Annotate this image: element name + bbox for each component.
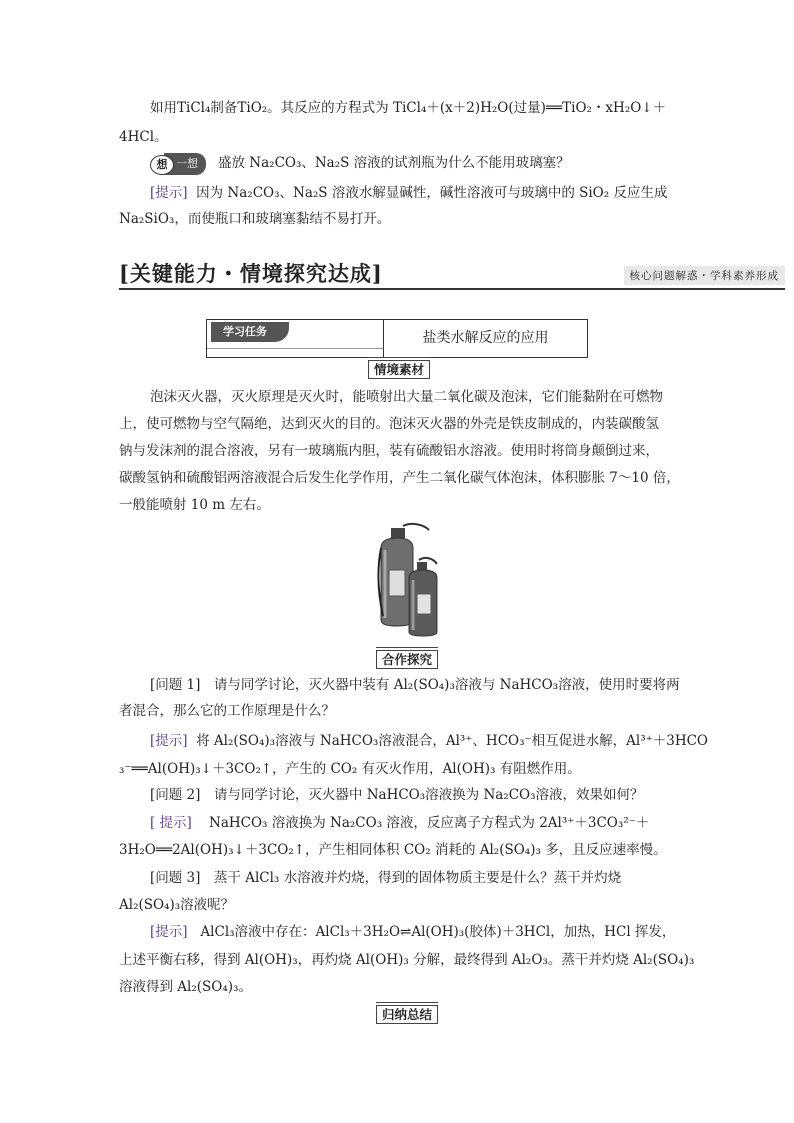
hint-label: [提示] xyxy=(150,733,188,749)
hint-2-cont: 3H₂O══2Al(OH)₃↓＋3CO₂↑，产生相同体积 CO₂ 消耗的 Al₂(SO₄)₃ 多，且反应速率慢。 xyxy=(119,842,667,858)
hint-3 xyxy=(150,922,675,942)
material-tag: 情境素材 xyxy=(368,360,430,379)
think-question xyxy=(150,153,570,174)
material-line: 钠与发沫剂的混合溶液，另有一玻璃瓶内胆，装有硫酸铝水溶液。使用时将筒身颠倒过来， xyxy=(119,443,659,459)
section-title: [关键能力・情境探究达成] xyxy=(119,261,383,286)
hint-text: AlCl₃溶液中存在：AlCl₃＋3H₂O⇌Al(OH)₃(胶体)＋3HCl，加热，HCl 挥发， xyxy=(200,924,676,940)
think-badge-icon: 想 一想 xyxy=(150,154,206,174)
section-tag: 核心问题解惑・学科素养形成 xyxy=(624,266,786,285)
hint-3-cont: 溶液得到 Al₂(SO₄)₃。 xyxy=(119,979,252,995)
cooperate-tag: 合作探究 xyxy=(376,650,438,669)
task-title: 盐类水解反应的应用 xyxy=(422,330,549,346)
hint-3-cont: 上述平衡右移，得到 Al(OH)₃，再灼烧 Al(OH)₃ 分解，最终得到 Al₂O₃。蒸干并灼烧 Al₂(SO₄)₃ xyxy=(119,952,695,968)
hint-label: [ 提示] xyxy=(150,815,192,831)
think-hint-cont: Na₂SiO₃，而使瓶口和玻璃塞黏结不易打开。 xyxy=(119,211,391,227)
fire-extinguisher-image xyxy=(373,520,445,640)
equation-line-2: 4HCl。 xyxy=(119,129,168,145)
material-line: 上，使可燃物与空气隔绝，达到灭火的目的。泡沫灭火器的外壳是铁皮制成的，内装碳酸氢 xyxy=(119,416,659,432)
hint-label: [提示] xyxy=(150,185,188,201)
task-label: 学习任务 xyxy=(211,322,289,342)
hint-1-cont: ₃⁻══Al(OH)₃↓＋3CO₂↑，产生的 CO₂ 有灭火作用，Al(OH)₃ 有阻燃作用。 xyxy=(119,761,581,777)
hint-label: [提示] xyxy=(150,924,188,940)
question-3-cont: Al₂(SO₄)₃溶液呢？ xyxy=(119,897,235,913)
hint-text: NaHCO₃ 溶液换为 Na₂CO₃ 溶液，反应离子方程式为 2Al³⁺＋3CO₃²⁻＋ xyxy=(209,815,650,831)
material-line: 一般能喷射 10 m 左右。 xyxy=(119,497,270,513)
section-header xyxy=(119,258,785,290)
question-1-cont: 者混合，那么它的工作原理是什么？ xyxy=(119,703,335,719)
hint-text: 将 Al₂(SO₄)₃溶液与 NaHCO₃溶液混合，Al³⁺、HCO₃⁻相互促进水解，Al³⁺＋3HCO xyxy=(196,733,708,749)
learning-task-box xyxy=(206,319,588,358)
equation-line-1: 如用TiCl₄制备TiO₂。其反应的方程式为 TiCl₄＋(x＋2)H₂O(过量)══TiO₂・xH₂O↓＋ xyxy=(150,100,667,116)
material-line: 碳酸氢钠和硫酸铝两溶液混合后发生化学作用，产生二氧化碳气体泡沫，体积膨胀 7～10 倍， xyxy=(119,470,680,486)
hint-text: 因为 Na₂CO₃、Na₂S 溶液水解显碱性，碱性溶液可与玻璃中的 SiO₂ 反应生成 xyxy=(196,185,668,201)
question-3: [问题 3] 蒸干 AlCl₃ 水溶液并灼烧，得到的固体物质主要是什么？蒸干并灼烧 xyxy=(150,870,622,886)
summary-tag: 归纳总结 xyxy=(376,1005,438,1024)
think-question-text: 盛放 Na₂CO₃、Na₂S 溶液的试剂瓶为什么不能用玻璃塞？ xyxy=(218,155,570,171)
think-hint xyxy=(150,183,667,203)
hint-1 xyxy=(150,731,708,751)
question-1: [问题 1] 请与同学讨论，灭火器中装有 Al₂(SO₄)₃溶液与 NaHCO₃溶液，使用时要将两 xyxy=(150,677,680,693)
material-line: 泡沫灭火器，灭火原理是灭火时，能喷射出大量二氧化碳及泡沫，它们能黏附在可燃物 xyxy=(150,389,663,405)
question-2: [问题 2] 请与同学讨论，灭火器中 NaHCO₃溶液换为 Na₂CO₃溶液，效果如何？ xyxy=(150,787,644,803)
hint-2 xyxy=(150,813,649,833)
